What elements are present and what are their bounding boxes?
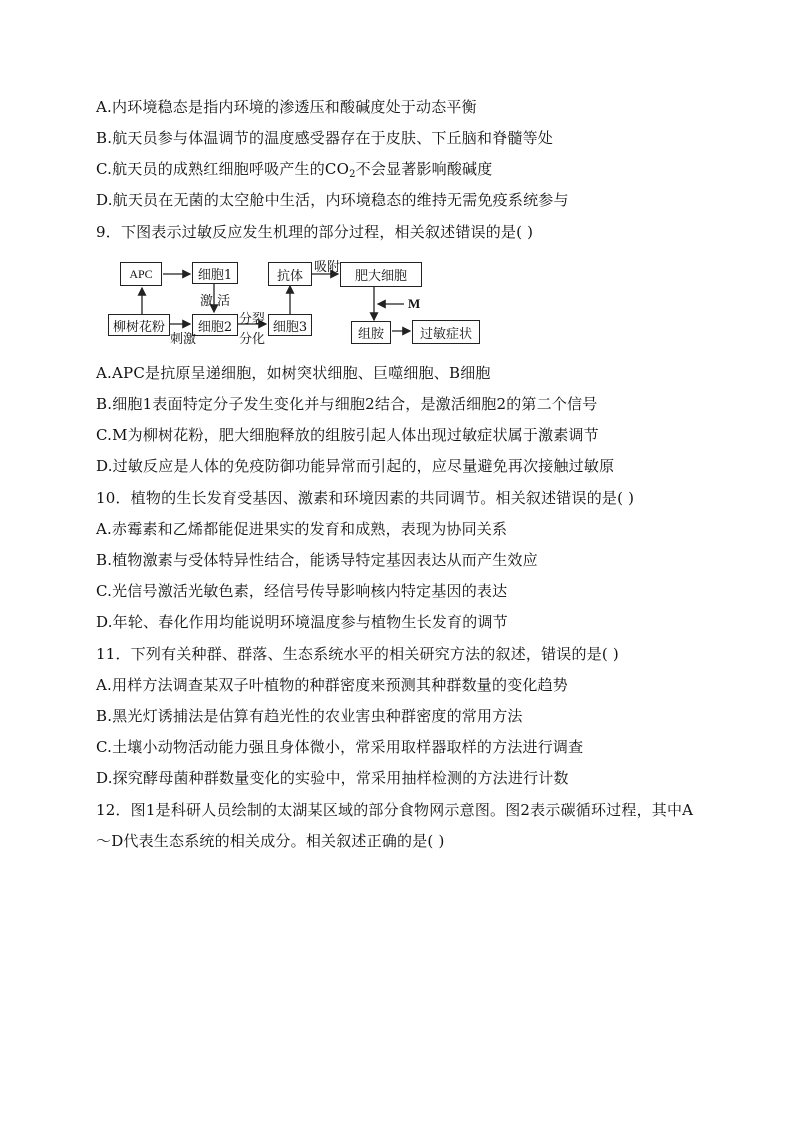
- option-11a: A.用样方法调查某双子叶植物的种群密度来预测其种群数量的变化趋势: [96, 676, 569, 694]
- allergy-symptom-box: 过敏症状: [412, 320, 480, 344]
- m-label: M: [408, 296, 421, 311]
- differentiate-label: 分化: [239, 332, 266, 347]
- question-11: 11．下列有关种群、群落、生态系统水平的相关研究方法的叙述，错误的是( ): [96, 645, 619, 663]
- option-8b: B.航天员参与体温调节的温度感受器存在于皮肤、下丘脑和脊髓等处: [96, 129, 553, 147]
- option-9b: B.细胞1表面特定分子发生变化并与细胞2结合，是激活细胞2的第二个信号: [96, 395, 598, 413]
- cell2-box: 细胞2: [192, 314, 238, 336]
- co2-subscript: 2: [349, 169, 356, 180]
- apc-box: APC: [120, 262, 162, 286]
- antibody-box: 抗体: [268, 262, 312, 286]
- option-11d: D.探究酵母菌种群数量变化的实验中，常采用抽样检测的方法进行计数: [96, 769, 569, 787]
- allergy-mechanism-diagram: [106, 256, 496, 348]
- option-9d: D.过敏反应是人体的免疫防御功能异常而引起的，应尽量避免再次接触过敏原: [96, 457, 615, 475]
- histamine-box: 组胺: [351, 321, 391, 344]
- cell3-box: 细胞3: [268, 314, 312, 336]
- option-10d: D.年轮、春化作用均能说明环境温度参与植物生长发育的调节: [96, 613, 508, 631]
- option-11c: C.土壤小动物活动能力强且身体微小，常采用取样器取样的方法进行调查: [96, 738, 584, 756]
- question-12: 12．图1是科研人员绘制的太湖某区域的部分食物网示意图。图2表示碳循环过程，其中A～D代表生态系统的相关成分。相关叙述正确的是( ): [96, 801, 694, 850]
- question-9: 9．下图表示过敏反应发生机理的部分过程，相关叙述错误的是( ): [96, 223, 534, 241]
- option-11b: B.黑光灯诱捕法是估算有趋光性的农业害虫种群密度的常用方法: [96, 707, 523, 725]
- option-8d: D.航天员在无菌的太空舱中生活，内环境稳态的维持无需免疫系统参与: [96, 191, 569, 209]
- option-8c-text: C.航天员的成熟红细胞呼吸产生的CO: [96, 160, 350, 178]
- option-8a: A.内环境稳态是指内环境的渗透压和酸碱度处于动态平衡: [96, 98, 477, 116]
- activate-label: 激 活: [200, 294, 231, 309]
- adsorb-label: 吸附: [314, 260, 341, 275]
- option-10a: A.赤霉素和乙烯都能促进果实的发育和成熟，表现为协同关系: [96, 520, 508, 538]
- option-10c: C.光信号激活光敏色素，经信号传导影响核内特定基因的表达: [96, 582, 508, 600]
- proliferate-label: 分裂: [239, 312, 266, 327]
- cell1-box: 细胞1: [192, 262, 238, 284]
- mast-cell-box: 肥大细胞: [340, 262, 422, 287]
- stimulate-label: 刺激: [170, 332, 197, 347]
- option-8c: [96, 159, 492, 185]
- pollen-box: 柳树花粉: [108, 314, 170, 336]
- option-8c-tail: 不会显著影响酸碱度: [355, 160, 493, 178]
- option-10b: B.植物激素与受体特异性结合，能诱导特定基因表达从而产生效应: [96, 551, 538, 569]
- question-10: 10．植物的生长发育受基因、激素和环境因素的共同调节。相关叙述错误的是( ): [96, 489, 635, 507]
- option-9a: A.APC是抗原呈递细胞，如树突状细胞、巨噬细胞、B细胞: [96, 364, 491, 382]
- option-9c: C.M为柳树花粉，肥大细胞释放的组胺引起人体出现过敏症状属于激素调节: [96, 426, 599, 444]
